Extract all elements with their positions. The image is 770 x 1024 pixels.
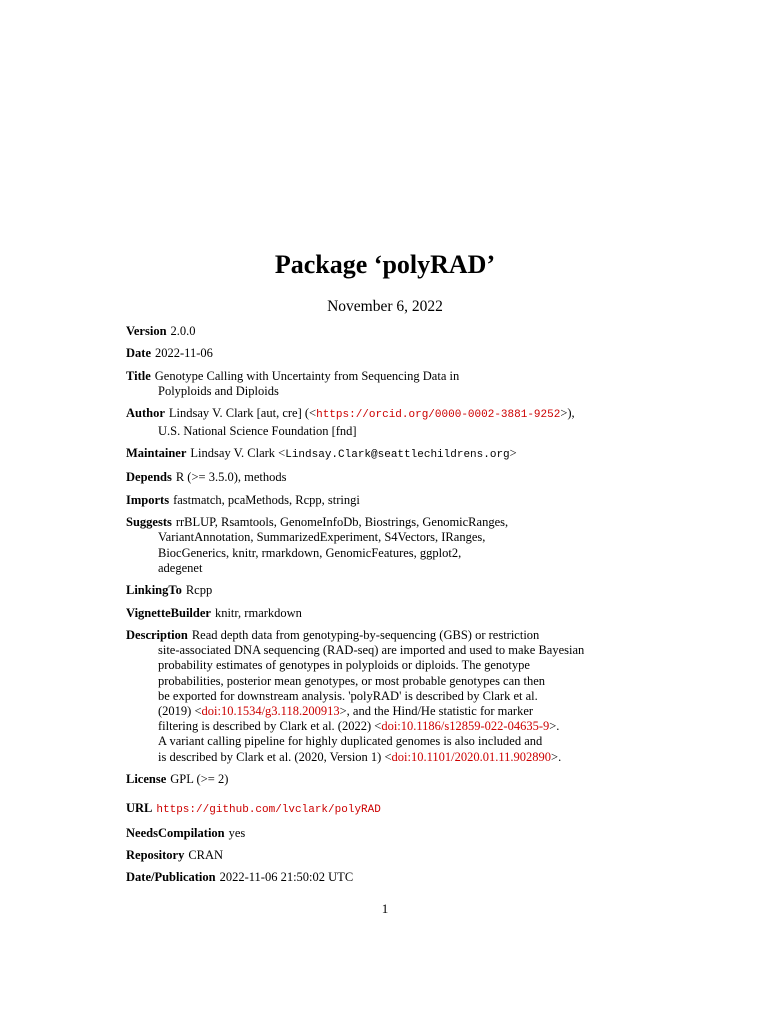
field-value: CRAN (188, 847, 224, 862)
field-value-line: Polyploids and Diploids (158, 383, 279, 398)
field-suggests (126, 515, 596, 576)
field-key: VignetteBuilder (126, 605, 211, 620)
field-value-line: adegenet (158, 560, 203, 575)
field-value: 2022-11-06 (155, 346, 213, 361)
page-number: 1 (381, 901, 389, 916)
field-key: Repository (126, 847, 185, 862)
maintainer-email: Lindsay.Clark@seattlechildrens.org (285, 448, 510, 461)
field-version (126, 324, 596, 339)
text-segment: is described by Clark et al. (2020, Version 1) < (158, 749, 392, 764)
field-value: Rcpp (185, 583, 213, 598)
field-value: R (>= 3.5.0), methods (175, 470, 287, 485)
field-value-line: probabilities, posterior mean genotypes, or most probable genotypes can then (158, 673, 546, 688)
field-key: Title (126, 368, 151, 383)
field-value: yes (228, 825, 246, 840)
package-date: November 6, 2022 (327, 298, 443, 315)
field-vignettebuilder (126, 606, 596, 621)
field-value-line: A variant calling pipeline for highly duplicated genomes is also included and (158, 734, 543, 749)
field-needscompilation (126, 826, 596, 841)
text-segment: >. (551, 749, 562, 764)
field-key: Maintainer (126, 445, 187, 460)
orcid-link[interactable]: https://orcid.org/0000-0002-3881-9252 (316, 409, 561, 422)
field-key: Suggests (126, 515, 172, 530)
doi-link[interactable]: doi:10.1534/g3.118.200913 (201, 703, 340, 718)
field-key: Date (126, 346, 151, 361)
field-value: 2.0.0 (170, 324, 196, 338)
doi-link[interactable]: doi:10.1186/s12859-022-04635-9 (381, 719, 550, 734)
field-value: >), (560, 406, 575, 421)
field-value: fastmatch, pcaMethods, Rcpp, stringi (173, 492, 360, 507)
field-value-line (158, 704, 596, 719)
field-url (126, 801, 596, 818)
field-key: URL (126, 801, 153, 816)
description-fields (126, 324, 596, 893)
field-value: Lindsay V. Clark < (190, 445, 286, 460)
text-segment: filtering is described by Clark et al. (2022) < (158, 719, 382, 734)
field-linkingto (126, 583, 596, 598)
field-key: Depends (126, 470, 172, 485)
field-value: rrBLUP, Rsamtools, GenomeInfoDb, Biostrings, GenomicRanges, (175, 515, 509, 530)
field-key: Imports (126, 492, 170, 507)
field-value-line: U.S. National Science Foundation [fnd] (158, 423, 357, 438)
field-key: LinkingTo (126, 583, 182, 598)
field-maintainer (126, 446, 596, 463)
text-segment: >. (549, 719, 560, 734)
field-key: Version (126, 324, 167, 338)
field-description (126, 628, 596, 765)
field-value: Genotype Calling with Uncertainty from Sequencing Data in (154, 368, 460, 383)
text-segment: >, and the Hind/He statistic for marker (339, 703, 534, 718)
field-date (126, 346, 596, 361)
field-value-line: BiocGenerics, knitr, rmarkdown, GenomicFeatures, ggplot2, (158, 545, 462, 560)
field-value: GPL (>= 2) (170, 771, 229, 786)
field-title (126, 369, 596, 399)
field-value-line: probability estimates of genotypes in polyploids or diploids. The genotype (158, 658, 530, 673)
field-depends (126, 470, 596, 485)
field-key: License (126, 771, 167, 786)
field-key: Date/Publication (126, 870, 216, 885)
doi-link[interactable]: doi:10.1101/2020.01.11.902890 (391, 749, 552, 764)
field-publication (126, 870, 596, 885)
url-link[interactable]: https://github.com/lvclark/polyRAD (156, 804, 381, 817)
package-title: Package ‘polyRAD’ (274, 250, 496, 279)
field-value: Read depth data from genotyping-by-sequencing (GBS) or restriction (191, 627, 540, 642)
field-value-line (158, 719, 596, 734)
field-key: Description (126, 627, 188, 642)
field-value: 2022-11-06 21:50:02 UTC (219, 870, 354, 885)
text-segment: (2019) < (158, 703, 202, 718)
field-license (126, 772, 596, 787)
field-value: Lindsay V. Clark [aut, cre] (< (168, 406, 317, 421)
field-key: NeedsCompilation (126, 825, 225, 840)
field-value-line: be exported for downstream analysis. 'polyRAD' is described by Clark et al. (158, 688, 538, 703)
field-value-line (158, 750, 596, 765)
field-value: > (509, 445, 517, 460)
field-value-line: site-associated DNA sequencing (RAD-seq) are imported and used to make Bayesian (158, 643, 585, 658)
field-author (126, 406, 596, 438)
field-imports (126, 493, 596, 508)
field-key: Author (126, 406, 165, 421)
field-value-line: VariantAnnotation, SummarizedExperiment, S4Vectors, IRanges, (158, 530, 486, 545)
field-repository (126, 848, 596, 863)
field-value: knitr, rmarkdown (214, 605, 302, 620)
